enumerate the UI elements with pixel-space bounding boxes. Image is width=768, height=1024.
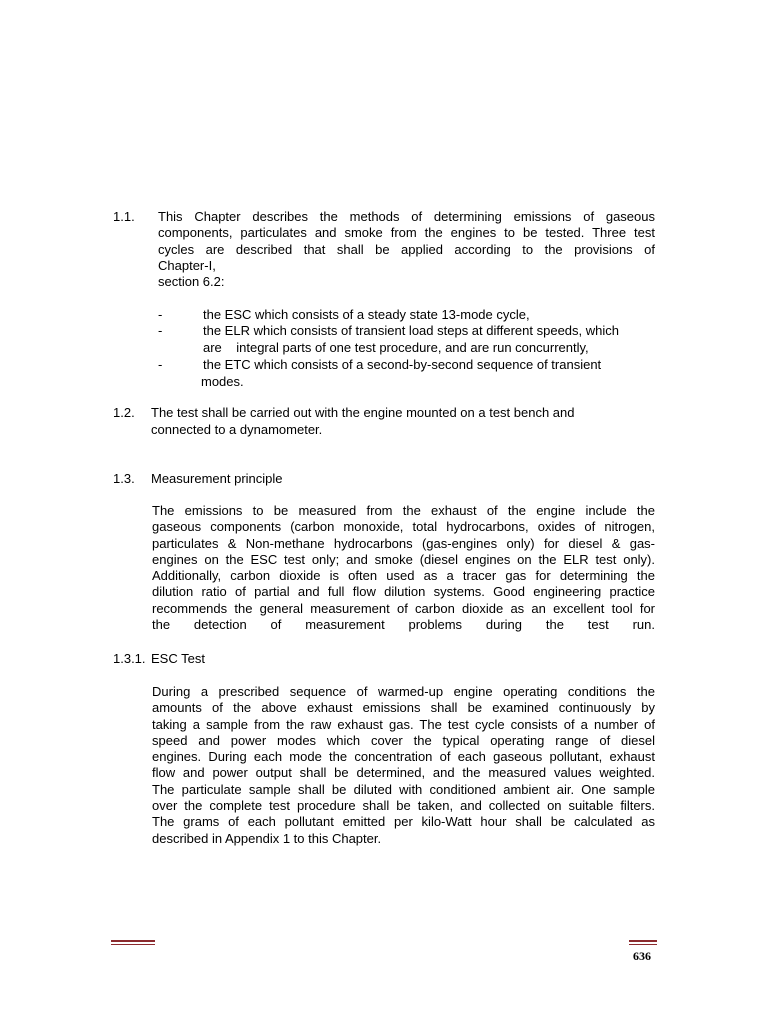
section-heading: ESC Test [151,651,205,666]
text-line: cycles are described that shall be applied according to the provisions of [158,241,655,257]
text-line: over the complete test procedure shall be taken, and collected on suitable filters. [152,798,655,814]
bullet-item-continuation: are integral parts of one test procedure, and are run concurrently, [203,340,589,355]
section-number-1-2: 1.2. [113,405,135,420]
text-line: The test shall be carried out with the engine mounted on a test bench and [151,405,575,420]
text-line: The particulate sample shall be diluted with conditioned ambient air. One sample [152,781,655,797]
footer-rule-right [629,940,657,942]
bullet-item: the ETC which consists of a second-by-second sequence of transient [203,357,602,372]
text-line: section 6.2: [158,274,225,290]
text-line: dilution ratio of partial and full flow dilution systems. Good engineering practice [152,584,655,600]
footer-rule-left [111,940,155,942]
text-line: gaseous components (carbon monoxide, total hydrocarbons, oxides of nitrogen, [152,519,655,535]
text-line: flow and power output shall be determined, and the measured values weighted. [152,765,655,781]
section-number-1-3: 1.3. [113,471,135,486]
text-line: engines. During each mode the concentration of each gaseous pollutant, exhaust [152,749,655,765]
text-line: the detection of measurement problems during the test run. [152,617,655,633]
text-line: speed and power modes which cover the typical operating range of diesel [152,732,655,748]
text-line: described in Appendix 1 to this Chapter. [152,830,382,846]
section-heading: Measurement principle [151,471,283,486]
section-number-1-3-1: 1.3.1. [113,651,146,666]
bullet-item: the ELR which consists of transient load steps at different speeds, which [203,323,619,338]
page-number: 636 [633,949,651,963]
measurement-principle-paragraph [152,503,655,633]
text-line: The emissions to be measured from the exhaust of the engine include the [152,503,655,518]
text-line: taking a sample from the raw exhaust gas. The test cycle consists of a number of [152,716,655,732]
text-line: connected to a dynamometer. [151,422,323,437]
text-line: The grams of each pollutant emitted per kilo-Watt hour shall be calculated as [152,814,655,830]
text-line: Chapter-I, [158,257,216,273]
bullet-dash: - [158,323,163,338]
bullet-dash: - [158,357,163,372]
footer-rule-left-thin [111,944,155,945]
section-1-1-text [158,209,655,290]
bullet-item: the ESC which consists of a steady state 13-mode cycle, [203,307,530,322]
text-line: amounts of the above exhaust emissions shall be examined continuously by [152,700,655,716]
text-line: particulates & Non-methane hydrocarbons (gas-engines only) for diesel & gas- [152,535,655,551]
bullet-dash: - [158,307,163,322]
section-number-1-1: 1.1. [113,209,135,224]
bullet-item-continuation: modes. [201,374,244,389]
text-line: engines on the ESC test only; and smoke (diesel engines on the ELR test only). [152,551,655,567]
esc-test-paragraph [152,684,655,847]
footer-rule-right-thin [629,944,657,945]
text-line: This Chapter describes the methods of determining emissions of gaseous [158,209,655,224]
text-line: components, particulates and smoke from the engines to be tested. Three test [158,225,655,241]
text-line: Additionally, carbon dioxide is often used as a tracer gas for determining the [152,568,655,584]
text-line: recommends the general measurement of carbon dioxide as an excellent tool for [152,600,655,616]
text-line: During a prescribed sequence of warmed-up engine operating conditions the [152,684,655,699]
